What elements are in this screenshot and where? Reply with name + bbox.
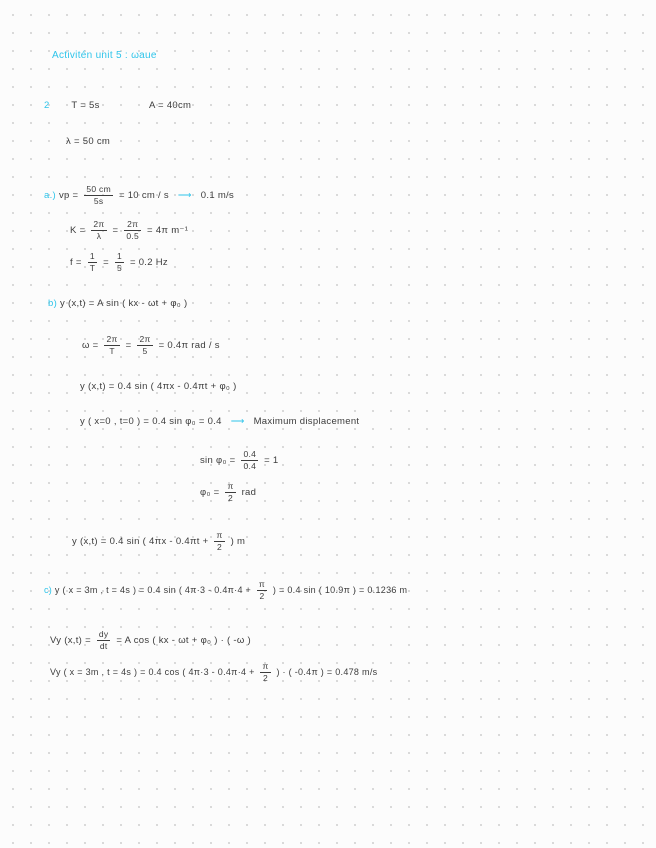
- part-a-speed: [44, 184, 234, 207]
- question-2-header: [44, 100, 191, 112]
- velocity-derivative-equation: [50, 629, 251, 652]
- fraction-denominator: 0.4: [243, 461, 257, 471]
- phi-fraction: [225, 481, 235, 504]
- fraction-denominator: λ: [96, 231, 102, 241]
- final-rhs: ) m: [230, 536, 246, 548]
- fraction-numerator: dy: [98, 629, 109, 639]
- fraction-numerator: π: [258, 579, 266, 589]
- fraction-denominator: 2: [228, 493, 234, 503]
- general-wave-equation: y (x,t) = A sin ( kx - ωt + φ₀ ): [60, 298, 188, 309]
- equals-sign: =: [103, 257, 109, 269]
- sin-fraction: [241, 449, 258, 472]
- fraction-denominator: 2: [263, 673, 269, 683]
- maximum-displacement-note: Maximum displacement: [253, 416, 360, 427]
- phase-equation: [200, 481, 256, 504]
- final-wave-equation: [72, 530, 245, 553]
- fraction-denominator: 0.5: [126, 231, 140, 241]
- fraction-denominator: 5s: [93, 196, 104, 206]
- k-rhs: = 4π m⁻¹: [147, 225, 189, 237]
- w-fraction-2: [137, 334, 152, 357]
- fraction-denominator: 2: [217, 542, 223, 552]
- fraction-numerator: π: [262, 661, 269, 671]
- page-title: Activitén unit 5 : ωaue: [52, 50, 157, 61]
- fraction-numerator: 1: [88, 251, 98, 263]
- fraction-denominator: T: [89, 263, 96, 273]
- question-number: 2: [44, 100, 50, 111]
- fraction-numerator: 2π: [106, 334, 118, 344]
- fraction-denominator: 5: [142, 346, 148, 356]
- displacement-lhs: y ( x = 3m , t = 4s ) = 0.4 sin ( 4π·3 - 0.4π·4 +: [54, 584, 252, 595]
- velocity-value-lhs: Vy ( x = 3m , t = 4s ) = 0.4 cos ( 4π·3 - 0.4π·4 +: [50, 666, 255, 677]
- fraction-denominator: 2: [259, 591, 265, 601]
- part-b-general: [48, 298, 187, 310]
- initial-condition-line: [80, 416, 359, 428]
- velocity-lhs: Vy (x,t) =: [50, 635, 91, 647]
- velocity-value-fraction: [260, 661, 270, 684]
- k-lhs: K =: [70, 225, 86, 237]
- w-rhs: = 0.4π rad / s: [158, 340, 220, 352]
- arrow-icon: ⟶: [230, 416, 245, 427]
- given-period: T = 5s: [71, 100, 100, 111]
- part-b-label: b): [48, 298, 58, 309]
- k-fraction-1: [91, 219, 106, 242]
- f-lhs: f =: [70, 257, 82, 269]
- velocity-rhs: = A cos ( kx - ωt + φ₀ ) · ( -ω ): [116, 635, 252, 647]
- fraction-numerator: 2π: [93, 219, 105, 229]
- f-fraction-1: [88, 251, 98, 274]
- fraction-numerator: 50 cm: [86, 184, 111, 194]
- wave-number-equation: [70, 219, 188, 242]
- phi-rhs: rad: [241, 487, 257, 499]
- velocity-value-equation: [50, 661, 377, 684]
- part-c-label: c): [44, 584, 53, 595]
- f-rhs: = 0.2 Hz: [129, 257, 168, 269]
- initial-condition: y ( x=0 , t=0 ) = 0.4 sin φ₀ = 0.4: [80, 416, 222, 427]
- fraction-numerator: 0.4: [243, 449, 257, 459]
- fraction-numerator: π: [216, 530, 223, 540]
- frequency-equation: [70, 251, 168, 274]
- sin-lhs: sin φ₀ =: [200, 455, 236, 467]
- speed-lhs: vp =: [58, 190, 79, 202]
- velocity-value-rhs: ) · ( -0.4π ) = 0.478 m/s: [276, 666, 378, 677]
- part-a-label: a.): [44, 190, 56, 202]
- speed-converted: 0.1 m/s: [200, 190, 235, 202]
- phi-lhs: φ₀ =: [200, 487, 220, 499]
- displacement-fraction: [257, 579, 267, 602]
- fraction-denominator: 5: [116, 263, 122, 273]
- w-lhs: ω =: [82, 340, 99, 352]
- angular-frequency-equation: [82, 334, 220, 357]
- given-wavelength: λ = 50 cm: [66, 136, 111, 147]
- sin-phase-equation: [200, 449, 278, 472]
- speed-rhs: = 10 cm / s: [118, 190, 169, 202]
- w-fraction-1: [104, 334, 119, 357]
- sin-rhs: = 1: [264, 455, 279, 467]
- k-fraction-2: [124, 219, 141, 242]
- f-fraction-2: [115, 251, 124, 274]
- arrow-icon: ⟶: [177, 190, 192, 202]
- fraction-numerator: 1: [116, 251, 122, 261]
- fraction-numerator: 2π: [139, 334, 151, 344]
- speed-fraction: [84, 184, 113, 207]
- fraction-denominator: T: [109, 346, 115, 356]
- derivative-fraction: [97, 629, 111, 652]
- displacement-rhs: ) = 0.4 sin ( 10.9π ) = 0.1236 m: [272, 584, 408, 595]
- wave-equation-substituted: y (x,t) = 0.4 sin ( 4πx - 0.4πt + φ₀ ): [80, 381, 237, 392]
- equals-sign: =: [112, 225, 119, 237]
- final-fraction: [214, 530, 224, 553]
- given-amplitude: A = 40cm: [149, 100, 192, 111]
- part-c-displacement: [44, 579, 407, 602]
- fraction-denominator: dt: [99, 641, 108, 651]
- fraction-numerator: 2π: [124, 219, 141, 231]
- fraction-numerator: π: [227, 481, 234, 491]
- equals-sign: =: [125, 340, 132, 352]
- final-lhs: y (x,t) = 0.4 sin ( 4πx - 0.4πt +: [72, 536, 209, 548]
